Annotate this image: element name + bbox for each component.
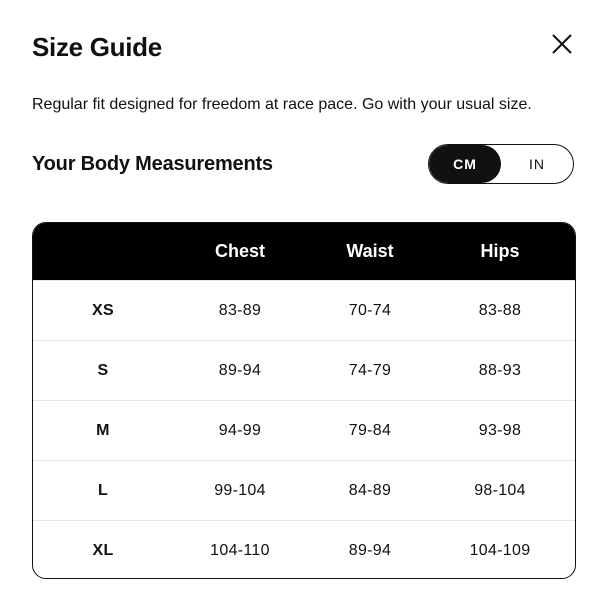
size-table bbox=[32, 222, 576, 579]
hips-value: 88-93 bbox=[478, 361, 522, 379]
chest-value: 83-89 bbox=[218, 301, 262, 319]
unit-toggle[interactable] bbox=[428, 144, 574, 184]
hips-value: 93-98 bbox=[478, 421, 522, 439]
table-header bbox=[33, 223, 575, 280]
table-row bbox=[33, 460, 575, 520]
fit-description: Regular fit designed for freedom at race pace. Go with your usual size. bbox=[32, 96, 532, 113]
header-chest: Chest bbox=[214, 241, 265, 261]
size-label: M bbox=[96, 421, 110, 439]
size-label: XS bbox=[92, 301, 114, 319]
waist-value: 70-74 bbox=[348, 301, 392, 319]
size-label: S bbox=[97, 361, 109, 379]
waist-value: 74-79 bbox=[348, 361, 392, 379]
measurements-heading: Your Body Measurements bbox=[32, 153, 273, 175]
unit-option-cm[interactable]: CM bbox=[429, 145, 501, 183]
chest-value: 99-104 bbox=[214, 481, 266, 499]
chest-value: 94-99 bbox=[218, 421, 262, 439]
hips-value: 98-104 bbox=[474, 481, 526, 499]
modal-title: Size Guide bbox=[32, 32, 162, 62]
waist-value: 89-94 bbox=[348, 541, 392, 559]
table-row bbox=[33, 400, 575, 460]
hips-value: 104-109 bbox=[469, 541, 531, 559]
hips-value: 83-88 bbox=[478, 301, 522, 319]
chest-value: 104-110 bbox=[210, 541, 270, 559]
waist-value: 84-89 bbox=[348, 481, 392, 499]
close-icon bbox=[548, 30, 576, 58]
header-hips: Hips bbox=[480, 241, 520, 261]
table-row bbox=[33, 520, 575, 579]
table-row bbox=[33, 280, 575, 340]
size-label: XL bbox=[92, 541, 114, 559]
waist-value: 79-84 bbox=[348, 421, 392, 439]
close-button[interactable] bbox=[548, 30, 576, 58]
unit-option-in[interactable]: IN bbox=[529, 156, 545, 172]
header-waist: Waist bbox=[346, 241, 394, 261]
chest-value: 89-94 bbox=[218, 361, 262, 379]
table-row bbox=[33, 340, 575, 400]
size-label: L bbox=[97, 481, 109, 499]
